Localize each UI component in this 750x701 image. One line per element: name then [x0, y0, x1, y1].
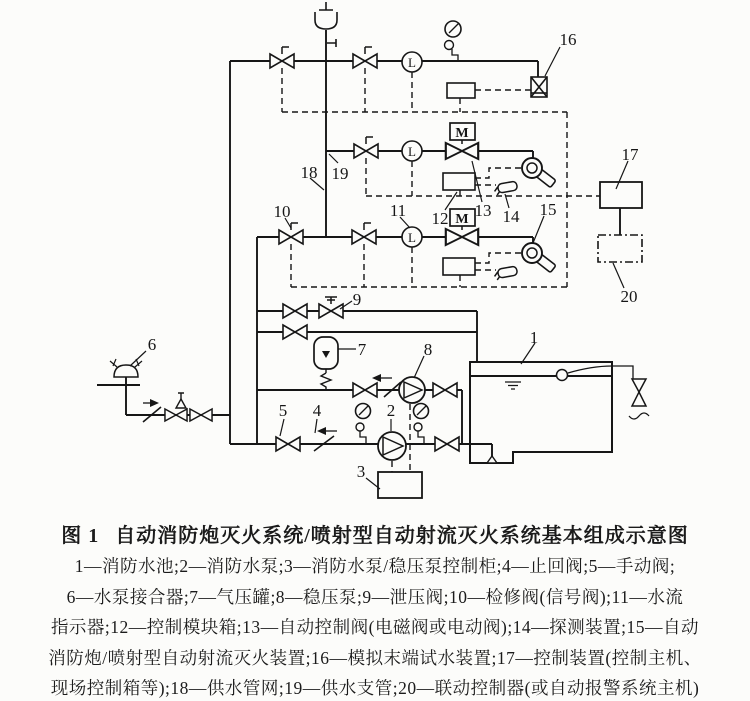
pump-adapter-6 — [110, 359, 142, 377]
flow-letter: L — [408, 230, 416, 245]
pressure-tank-7 — [314, 337, 338, 390]
label-3: 3 — [356, 462, 366, 481]
motor-valve-row3 — [446, 209, 478, 245]
label-13: 13 — [474, 201, 492, 220]
pressure-gauge-pump2-left — [356, 404, 371, 445]
figure-number: 图 1 — [61, 525, 100, 547]
figure-title: 自动消防炮灭火系统/喷射型自动射流灭火系统基本组成示意图 — [115, 525, 689, 547]
jockey-pump-8 — [399, 377, 425, 403]
flow-letter: L — [408, 144, 416, 159]
detector-row3 — [493, 266, 517, 280]
fire-monitor-row2 — [522, 158, 556, 188]
flow-letter: L — [408, 55, 416, 70]
control-device-17 — [600, 182, 642, 208]
label-7: 7 — [357, 340, 367, 359]
pressure-gauge-pump2-right — [414, 404, 429, 445]
legend-line: 指示器;12—控制模块箱;13—自动控制阀(电磁阀或电动阀);14—探测装置;15—自动 — [50, 617, 700, 637]
water-pool-1 — [470, 362, 633, 463]
pressure-gauge-top — [445, 21, 462, 61]
fire-pump-2 — [378, 432, 406, 460]
label-1: 1 — [529, 328, 539, 347]
service-valve-10 — [279, 223, 303, 244]
pump-control-cabinet-3 — [378, 472, 422, 498]
label-17: 17 — [621, 145, 639, 164]
label-19: 19 — [331, 164, 349, 183]
label-16: 16 — [559, 30, 577, 49]
linkage-controller-20 — [598, 235, 642, 262]
motor-letter: M — [455, 212, 469, 227]
figure-caption — [0, 519, 750, 548]
legend-line: 现场控制箱等);18—供水管网;19—供水支管;20—联动控制器(或自动报警系统主机) — [50, 678, 700, 698]
label-9: 9 — [352, 290, 362, 309]
motor-valve-row2 — [446, 123, 478, 159]
motor-letter: M — [455, 126, 469, 141]
end-test-device — [531, 77, 547, 97]
hand-valve-5 — [276, 437, 300, 451]
label-4: 4 — [312, 401, 322, 420]
relief-valve-9 — [319, 297, 343, 318]
label-5: 5 — [278, 401, 288, 420]
label-15: 15 — [539, 200, 557, 219]
pool-fill-valve — [629, 379, 649, 419]
label-14: 14 — [502, 207, 520, 226]
adapter-safety-valve — [176, 393, 186, 408]
label-20: 20 — [620, 287, 638, 306]
label-12: 12 — [431, 209, 449, 228]
label-2: 2 — [386, 401, 396, 420]
label-6: 6 — [147, 335, 157, 354]
legend-line: 消防炮/喷射型自动射流灭火装置;16—模拟末端试水装置;17—控制装置(控制主机、 — [48, 647, 702, 668]
legend-line: 6—水泵接合器;7—气压罐;8—稳压泵;9—泄压阀;10—检修阀(信号阀);11—水流 — [66, 586, 684, 607]
label-18: 18 — [300, 163, 318, 182]
detector-row2 — [493, 181, 517, 195]
number-labels — [148, 30, 639, 481]
figure-legend — [0, 551, 750, 701]
label-10: 10 — [273, 202, 291, 221]
legend-line: 1—消防水池;2—消防水泵;3—消防水泵/稳压泵控制柜;4—止回阀;5—手动阀; — [74, 556, 676, 576]
fire-monitor-row3 — [522, 243, 556, 273]
label-8: 8 — [423, 340, 433, 359]
label-11: 11 — [389, 201, 407, 220]
